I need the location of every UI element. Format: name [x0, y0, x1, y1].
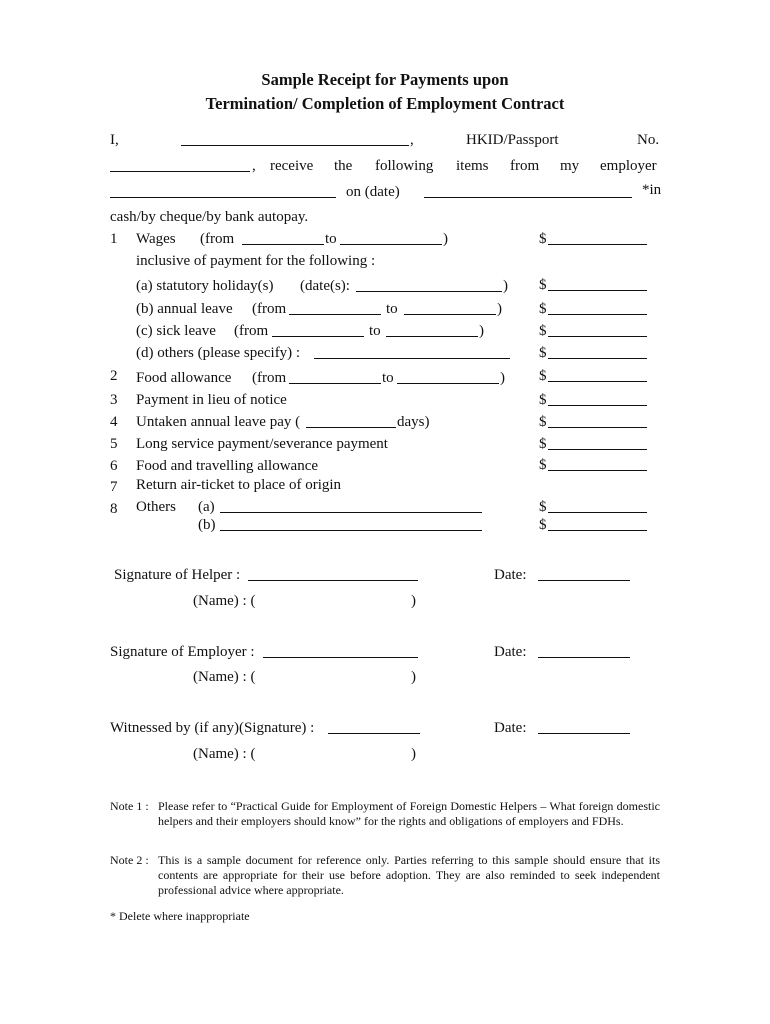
sub-c-from-blank[interactable] [272, 322, 364, 337]
lieu-label: Payment in lieu of notice [136, 392, 287, 408]
untaken-days-blank[interactable] [306, 413, 396, 428]
employer-signature-label: Signature of Employer : [110, 644, 255, 660]
note-1-text: Please refer to “Practical Guide for Employment of Foreign Domestic Helpers – What foreign domestic helpers and their employers should know” for the rights and obligations of employers and FDHs. [158, 799, 660, 828]
item-7-number: 7 [110, 479, 118, 495]
no-label: No. [637, 132, 660, 148]
food-to: to [382, 370, 394, 386]
food-allowance-label: Food allowance [136, 370, 232, 386]
wages-close: ) [443, 231, 448, 247]
food-from: (from [252, 370, 287, 386]
delete-note: * Delete where inappropriate [110, 909, 250, 923]
others-b-dollar: $ [539, 517, 547, 533]
sub-d-specify-blank[interactable] [314, 344, 510, 359]
others-b-amount-blank[interactable] [548, 516, 647, 531]
helper-signature-label: Signature of Helper : [114, 567, 241, 583]
sub-b-amount-blank[interactable] [548, 300, 647, 315]
sub-a-dates-blank[interactable] [356, 277, 502, 292]
sub-b-from: (from [252, 301, 287, 317]
food-close: ) [500, 370, 505, 386]
helper-date-label: Date: [494, 567, 527, 583]
untaken-label: Untaken annual leave pay ( [136, 414, 301, 430]
on-date-label: on (date) [346, 184, 400, 200]
sub-c-close: ) [479, 323, 484, 339]
payment-method: cash/by cheque/by bank autopay. [110, 209, 309, 225]
long-service-amount-blank[interactable] [548, 435, 647, 450]
date-blank[interactable] [424, 183, 632, 198]
employer-name-label: (Name) : ( [193, 669, 256, 685]
note-1-label: Note 1 : [110, 799, 149, 813]
sub-b-to: to [386, 301, 398, 317]
sub-b-close: ) [497, 301, 502, 317]
employer-name-blank[interactable] [110, 183, 336, 198]
item-6-number: 6 [110, 458, 118, 474]
title-line-1: Sample Receipt for Payments upon [261, 70, 509, 89]
long-service-label: Long service payment/severance payment [136, 436, 388, 452]
witness-date-blank[interactable] [538, 719, 630, 734]
sub-a-dates: (date(s): [300, 278, 350, 294]
hkid-label: HKID/Passport [466, 132, 559, 148]
id-number-blank[interactable] [110, 157, 250, 172]
witness-signature-label: Witnessed by (if any)(Signature) : [110, 720, 315, 736]
witness-name-close: ) [411, 746, 416, 762]
sub-c-to: to [369, 323, 381, 339]
helper-date-blank[interactable] [538, 566, 630, 581]
word-receive: receive [270, 158, 314, 174]
wages-from-blank[interactable] [242, 230, 324, 245]
item-1-number: 1 [110, 231, 118, 247]
air-ticket-label: Return air-ticket to place of origin [136, 477, 342, 493]
food-from-blank[interactable] [289, 369, 381, 384]
in-mark: *in [642, 182, 662, 198]
wages-to-blank[interactable] [340, 230, 442, 245]
witness-date-label: Date: [494, 720, 527, 736]
employer-signature-blank[interactable] [263, 643, 418, 658]
untaken-days: days) [397, 414, 430, 430]
food-amount-blank[interactable] [548, 367, 647, 382]
intro-comma: , [410, 132, 414, 148]
word-my: my [560, 158, 580, 174]
sub-b-to-blank[interactable] [404, 300, 496, 315]
employer-date-blank[interactable] [538, 643, 630, 658]
sub-b-dollar: $ [539, 301, 547, 317]
others-b-blank[interactable] [220, 516, 482, 531]
note-2-label: Note 2 : [110, 853, 149, 867]
others-a-blank[interactable] [220, 498, 482, 513]
name-blank[interactable] [181, 131, 409, 146]
travel-amount-blank[interactable] [548, 456, 647, 471]
item-3-number: 3 [110, 392, 118, 408]
word-from: from [510, 158, 540, 174]
intro-comma-2: , [252, 158, 256, 174]
word-employer: employer [600, 158, 657, 174]
food-to-blank[interactable] [397, 369, 499, 384]
witness-signature-blank[interactable] [328, 719, 420, 734]
helper-name-close: ) [411, 593, 416, 609]
others-a: (a) [198, 499, 215, 515]
wages-to: to [325, 231, 337, 247]
sub-a-label: (a) statutory holiday(s) [136, 278, 274, 294]
others-label: Others [136, 499, 176, 515]
note-2-text: This is a sample document for reference only. Parties referring to this sample should ensure that its contents are appropriate for their use before adoption. They are also reminded to seek independent professional advice where appropriate. [158, 853, 660, 897]
wages-label: Wages [136, 231, 176, 247]
food-dollar: $ [539, 368, 547, 384]
wages-amount-blank[interactable] [548, 230, 647, 245]
helper-name-label: (Name) : ( [193, 593, 256, 609]
intro-i: I, [110, 132, 119, 148]
travel-label: Food and travelling allowance [136, 458, 319, 474]
helper-signature-blank[interactable] [248, 566, 418, 581]
sub-c-from: (from [234, 323, 269, 339]
long-service-dollar: $ [539, 436, 547, 452]
sub-a-amount-blank[interactable] [548, 276, 647, 291]
word-items: items [456, 158, 489, 174]
sub-c-label: (c) sick leave [136, 323, 216, 339]
others-b: (b) [198, 517, 216, 533]
employer-date-label: Date: [494, 644, 527, 660]
item-4-number: 4 [110, 414, 118, 430]
word-the: the [334, 158, 353, 174]
item-5-number: 5 [110, 436, 118, 452]
wages-dollar: $ [539, 231, 547, 247]
sub-c-to-blank[interactable] [386, 322, 478, 337]
sub-a-close: ) [503, 278, 508, 294]
word-following: following [375, 158, 434, 174]
sub-a-dollar: $ [539, 277, 547, 293]
sub-c-dollar: $ [539, 323, 547, 339]
lieu-dollar: $ [539, 392, 547, 408]
employer-name-close: ) [411, 669, 416, 685]
item-2-number: 2 [110, 368, 118, 384]
inclusive-label: inclusive of payment for the following : [136, 253, 376, 269]
witness-name-label: (Name) : ( [193, 746, 256, 762]
untaken-amount-blank[interactable] [548, 413, 647, 428]
lieu-amount-blank[interactable] [548, 391, 647, 406]
others-a-amount-blank[interactable] [548, 498, 647, 513]
travel-dollar: $ [539, 457, 547, 473]
wages-from: (from [200, 231, 235, 247]
sub-c-amount-blank[interactable] [548, 322, 647, 337]
title-line-2: Termination/ Completion of Employment Contract [205, 94, 565, 113]
sub-d-label: (d) others (please specify) : [136, 345, 301, 361]
others-a-dollar: $ [539, 499, 547, 515]
item-8-number: 8 [110, 501, 118, 517]
untaken-dollar: $ [539, 414, 547, 430]
sub-d-amount-blank[interactable] [548, 344, 647, 359]
sub-b-from-blank[interactable] [289, 300, 381, 315]
sub-d-dollar: $ [539, 345, 547, 361]
sub-b-label: (b) annual leave [136, 301, 233, 317]
